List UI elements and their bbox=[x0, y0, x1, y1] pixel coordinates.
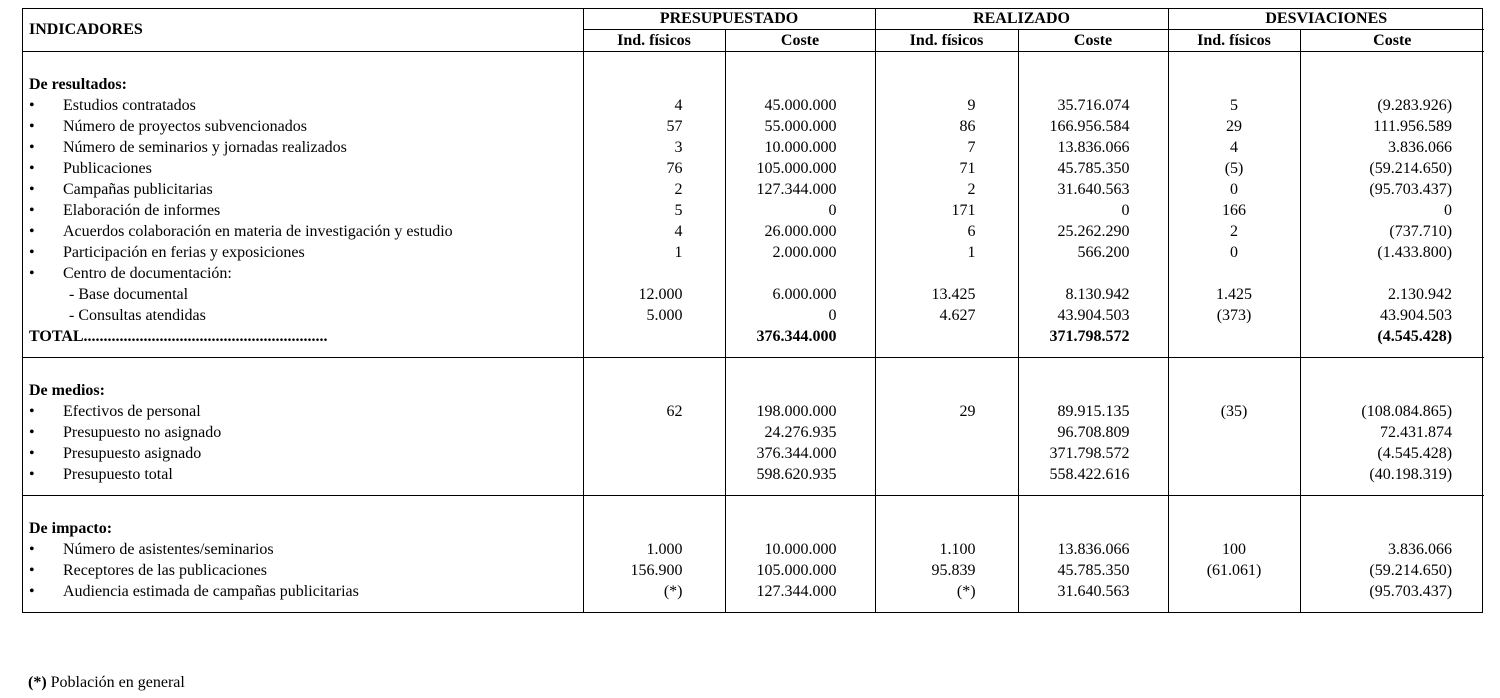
value-cell: 35.716.074 bbox=[1018, 95, 1168, 116]
value-cell: 45.785.350 bbox=[1018, 560, 1168, 581]
value-cell: 45.000.000 bbox=[725, 95, 875, 116]
row-label-cell bbox=[23, 221, 583, 242]
value-cell: 57 bbox=[583, 116, 725, 137]
value-cell bbox=[1168, 422, 1300, 443]
value-cell: 166.956.584 bbox=[1018, 116, 1168, 137]
value-cell bbox=[875, 422, 1018, 443]
value-cell: 0 bbox=[725, 200, 875, 221]
value-cell: 4.627 bbox=[875, 305, 1018, 326]
bullet-icon: • bbox=[29, 160, 35, 177]
value-cell bbox=[1018, 263, 1168, 284]
value-cell: 2 bbox=[1168, 221, 1300, 242]
value-cell: 55.000.000 bbox=[725, 116, 875, 137]
value-cell: (59.214.650) bbox=[1300, 560, 1484, 581]
row-label-cell bbox=[23, 464, 583, 485]
value-cell: 127.344.000 bbox=[725, 179, 875, 200]
value-cell: 5.000 bbox=[583, 305, 725, 326]
row-label: Estudios contratados bbox=[63, 97, 196, 114]
row-label: Número de seminarios y jornadas realizados bbox=[63, 139, 347, 156]
value-cell bbox=[725, 263, 875, 284]
row-label-cell bbox=[23, 263, 583, 284]
value-cell bbox=[583, 443, 725, 464]
table-body bbox=[23, 52, 1484, 613]
value-cell: 5 bbox=[1168, 95, 1300, 116]
value-cell: (59.214.650) bbox=[1300, 158, 1484, 179]
value-cell: 29 bbox=[875, 401, 1018, 422]
section-title-row bbox=[23, 358, 1484, 402]
row-label: - Base documental bbox=[69, 286, 189, 303]
value-cell: (4.545.428) bbox=[1300, 443, 1484, 464]
section-spacer bbox=[23, 485, 1484, 496]
table-row bbox=[23, 95, 1484, 116]
value-cell: (95.703.437) bbox=[1300, 581, 1484, 602]
total-value: 376.344.000 bbox=[725, 326, 875, 347]
bullet-icon: • bbox=[29, 562, 35, 579]
table-row bbox=[23, 137, 1484, 158]
value-cell: 24.276.935 bbox=[725, 422, 875, 443]
bullet-icon: • bbox=[29, 139, 35, 156]
row-label: Elaboración de informes bbox=[63, 202, 221, 219]
value-cell bbox=[1300, 263, 1484, 284]
desviaciones-header: DESVIACIONES bbox=[1168, 9, 1484, 30]
value-cell bbox=[875, 464, 1018, 485]
row-label: - Consultas atendidas bbox=[69, 307, 206, 324]
value-cell bbox=[1168, 263, 1300, 284]
row-label-cell bbox=[23, 179, 583, 200]
row-label: Número de asistentes/seminarios bbox=[63, 541, 274, 558]
table-row bbox=[23, 221, 1484, 242]
total-value: (4.545.428) bbox=[1300, 326, 1484, 347]
value-cell: 8.130.942 bbox=[1018, 284, 1168, 305]
realizado-header: REALIZADO bbox=[875, 9, 1168, 30]
value-cell: 86 bbox=[875, 116, 1018, 137]
value-cell: (40.198.319) bbox=[1300, 464, 1484, 485]
value-cell: 1.100 bbox=[875, 539, 1018, 560]
indicadores-header: INDICADORES bbox=[23, 9, 583, 52]
row-label: Audiencia estimada de campañas publicitarias bbox=[63, 583, 359, 600]
table-row bbox=[23, 581, 1484, 602]
subheader-ind-fisicos: Ind. físicos bbox=[875, 30, 1018, 52]
bullet-icon: • bbox=[29, 466, 35, 483]
row-label: Número de proyectos subvencionados bbox=[63, 118, 307, 135]
value-cell: 0 bbox=[1300, 200, 1484, 221]
value-cell: (108.084.865) bbox=[1300, 401, 1484, 422]
section-title: De resultados: bbox=[29, 76, 127, 93]
row-label-cell bbox=[23, 137, 583, 158]
row-label: Presupuesto no asignado bbox=[63, 424, 222, 441]
row-label-cell bbox=[23, 116, 583, 137]
table-row bbox=[23, 200, 1484, 221]
row-label-cell bbox=[23, 401, 583, 422]
bullet-icon: • bbox=[29, 445, 35, 462]
section-spacer bbox=[23, 347, 1484, 358]
value-cell: 62 bbox=[583, 401, 725, 422]
value-cell: 105.000.000 bbox=[725, 560, 875, 581]
value-cell: 156.900 bbox=[583, 560, 725, 581]
value-cell: 9 bbox=[875, 95, 1018, 116]
value-cell: 166 bbox=[1168, 200, 1300, 221]
row-label-cell bbox=[23, 284, 583, 305]
value-cell: 96.708.809 bbox=[1018, 422, 1168, 443]
indicators-grid bbox=[23, 9, 1484, 612]
table-row bbox=[23, 422, 1484, 443]
value-cell: 7 bbox=[875, 137, 1018, 158]
row-label-cell bbox=[23, 242, 583, 263]
value-cell bbox=[1168, 581, 1300, 602]
presupuestado-header: PRESUPUESTADO bbox=[583, 9, 875, 30]
bullet-icon: • bbox=[29, 181, 35, 198]
row-label: Presupuesto total bbox=[63, 466, 173, 483]
total-value bbox=[583, 326, 725, 347]
subheader-coste: Coste bbox=[1018, 30, 1168, 52]
subheader-coste: Coste bbox=[1300, 30, 1484, 52]
value-cell: 13.836.066 bbox=[1018, 539, 1168, 560]
row-label-cell bbox=[23, 581, 583, 602]
value-cell: (1.433.800) bbox=[1300, 242, 1484, 263]
value-cell: (35) bbox=[1168, 401, 1300, 422]
total-label: TOTAL............................................................. bbox=[29, 328, 328, 345]
value-cell: 1.425 bbox=[1168, 284, 1300, 305]
value-cell: 2.130.942 bbox=[1300, 284, 1484, 305]
value-cell bbox=[1168, 464, 1300, 485]
value-cell: 6.000.000 bbox=[725, 284, 875, 305]
value-cell: 1 bbox=[583, 242, 725, 263]
table-row bbox=[23, 263, 1484, 284]
bullet-icon: • bbox=[29, 223, 35, 240]
indicators-table bbox=[22, 8, 1483, 613]
value-cell: 3 bbox=[583, 137, 725, 158]
footnote-mark: (*) bbox=[28, 674, 47, 691]
value-cell: 2 bbox=[875, 179, 1018, 200]
table-row bbox=[23, 464, 1484, 485]
value-cell: 1 bbox=[875, 242, 1018, 263]
section-title: De impacto: bbox=[23, 496, 583, 540]
value-cell: 31.640.563 bbox=[1018, 179, 1168, 200]
value-cell: 43.904.503 bbox=[1300, 305, 1484, 326]
value-cell bbox=[875, 263, 1018, 284]
value-cell: 0 bbox=[1168, 179, 1300, 200]
value-cell: 0 bbox=[1168, 242, 1300, 263]
value-cell: 376.344.000 bbox=[725, 443, 875, 464]
row-label-cell bbox=[23, 539, 583, 560]
value-cell: (61.061) bbox=[1168, 560, 1300, 581]
value-cell: 89.915.135 bbox=[1018, 401, 1168, 422]
value-cell: 26.000.000 bbox=[725, 221, 875, 242]
value-cell: 198.000.000 bbox=[725, 401, 875, 422]
value-cell: (9.283.926) bbox=[1300, 95, 1484, 116]
total-value bbox=[875, 326, 1018, 347]
row-label-cell bbox=[23, 422, 583, 443]
table-row bbox=[23, 158, 1484, 179]
footnote bbox=[28, 674, 185, 692]
bullet-icon: • bbox=[29, 583, 35, 600]
value-cell bbox=[875, 443, 1018, 464]
table-row bbox=[23, 179, 1484, 200]
value-cell bbox=[583, 464, 725, 485]
footnote-text: Población en general bbox=[46, 674, 185, 691]
value-cell: 45.785.350 bbox=[1018, 158, 1168, 179]
value-cell: 95.839 bbox=[875, 560, 1018, 581]
value-cell: 3.836.066 bbox=[1300, 539, 1484, 560]
value-cell: 31.640.563 bbox=[1018, 581, 1168, 602]
value-cell: 371.798.572 bbox=[1018, 443, 1168, 464]
value-cell: 2.000.000 bbox=[725, 242, 875, 263]
value-cell: 4 bbox=[583, 221, 725, 242]
value-cell: (737.710) bbox=[1300, 221, 1484, 242]
value-cell: 598.620.935 bbox=[725, 464, 875, 485]
value-cell: 76 bbox=[583, 158, 725, 179]
table-row bbox=[23, 242, 1484, 263]
total-row bbox=[23, 326, 1484, 347]
section-title-row bbox=[23, 52, 1484, 96]
bullet-icon: • bbox=[29, 244, 35, 261]
value-cell bbox=[583, 263, 725, 284]
row-label-cell bbox=[23, 158, 583, 179]
value-cell: 2 bbox=[583, 179, 725, 200]
value-cell: 5 bbox=[583, 200, 725, 221]
value-cell: 558.422.616 bbox=[1018, 464, 1168, 485]
total-value: 371.798.572 bbox=[1018, 326, 1168, 347]
value-cell: 171 bbox=[875, 200, 1018, 221]
bullet-icon: • bbox=[29, 118, 35, 135]
bullet-icon: • bbox=[29, 202, 35, 219]
value-cell: 29 bbox=[1168, 116, 1300, 137]
table-row bbox=[23, 443, 1484, 464]
row-label: Centro de documentación: bbox=[63, 265, 232, 282]
subheader-coste: Coste bbox=[725, 30, 875, 52]
value-cell bbox=[583, 422, 725, 443]
subheader-ind-fisicos: Ind. físicos bbox=[583, 30, 725, 52]
value-cell: (*) bbox=[583, 581, 725, 602]
value-cell: 1.000 bbox=[583, 539, 725, 560]
row-label: Participación en ferias y exposiciones bbox=[63, 244, 305, 261]
value-cell: 43.904.503 bbox=[1018, 305, 1168, 326]
bullet-icon: • bbox=[29, 265, 35, 282]
row-label: Receptores de las publicaciones bbox=[63, 562, 267, 579]
table-row bbox=[23, 401, 1484, 422]
row-label: Acuerdos colaboración en materia de investigación y estudio bbox=[63, 223, 453, 240]
value-cell: 3.836.066 bbox=[1300, 137, 1484, 158]
value-cell: 25.262.290 bbox=[1018, 221, 1168, 242]
bullet-icon: • bbox=[29, 97, 35, 114]
value-cell: 72.431.874 bbox=[1300, 422, 1484, 443]
bullet-icon: • bbox=[29, 541, 35, 558]
table-row bbox=[23, 116, 1484, 137]
value-cell: 10.000.000 bbox=[725, 137, 875, 158]
table-row bbox=[23, 539, 1484, 560]
row-label-cell bbox=[23, 95, 583, 116]
table-row bbox=[23, 305, 1484, 326]
row-label: Presupuesto asignado bbox=[63, 445, 202, 462]
total-value bbox=[1168, 326, 1300, 347]
value-cell: 0 bbox=[1018, 200, 1168, 221]
value-cell: 0 bbox=[725, 305, 875, 326]
subheader-ind-fisicos: Ind. físicos bbox=[1168, 30, 1300, 52]
row-label-cell bbox=[23, 443, 583, 464]
value-cell: (373) bbox=[1168, 305, 1300, 326]
value-cell: 13.836.066 bbox=[1018, 137, 1168, 158]
value-cell: (5) bbox=[1168, 158, 1300, 179]
value-cell: 4 bbox=[583, 95, 725, 116]
row-label-cell bbox=[23, 305, 583, 326]
value-cell: 105.000.000 bbox=[725, 158, 875, 179]
row-label: Efectivos de personal bbox=[63, 403, 201, 420]
row-label-cell bbox=[23, 200, 583, 221]
value-cell: (95.703.437) bbox=[1300, 179, 1484, 200]
value-cell: 100 bbox=[1168, 539, 1300, 560]
value-cell: 6 bbox=[875, 221, 1018, 242]
row-label: Publicaciones bbox=[63, 160, 152, 177]
bullet-icon: • bbox=[29, 403, 35, 420]
value-cell: 566.200 bbox=[1018, 242, 1168, 263]
table-row bbox=[23, 284, 1484, 305]
value-cell: 10.000.000 bbox=[725, 539, 875, 560]
value-cell: 111.956.589 bbox=[1300, 116, 1484, 137]
value-cell: 71 bbox=[875, 158, 1018, 179]
value-cell: (*) bbox=[875, 581, 1018, 602]
table-row bbox=[23, 560, 1484, 581]
value-cell: 13.425 bbox=[875, 284, 1018, 305]
value-cell: 4 bbox=[1168, 137, 1300, 158]
section-title: De medios: bbox=[23, 358, 583, 402]
row-label: Campañas publicitarias bbox=[63, 181, 213, 198]
value-cell: 127.344.000 bbox=[725, 581, 875, 602]
section-spacer bbox=[23, 602, 1484, 612]
value-cell: 12.000 bbox=[583, 284, 725, 305]
section-title-row bbox=[23, 496, 1484, 540]
row-label-cell bbox=[23, 560, 583, 581]
bullet-icon: • bbox=[29, 424, 35, 441]
value-cell bbox=[1168, 443, 1300, 464]
